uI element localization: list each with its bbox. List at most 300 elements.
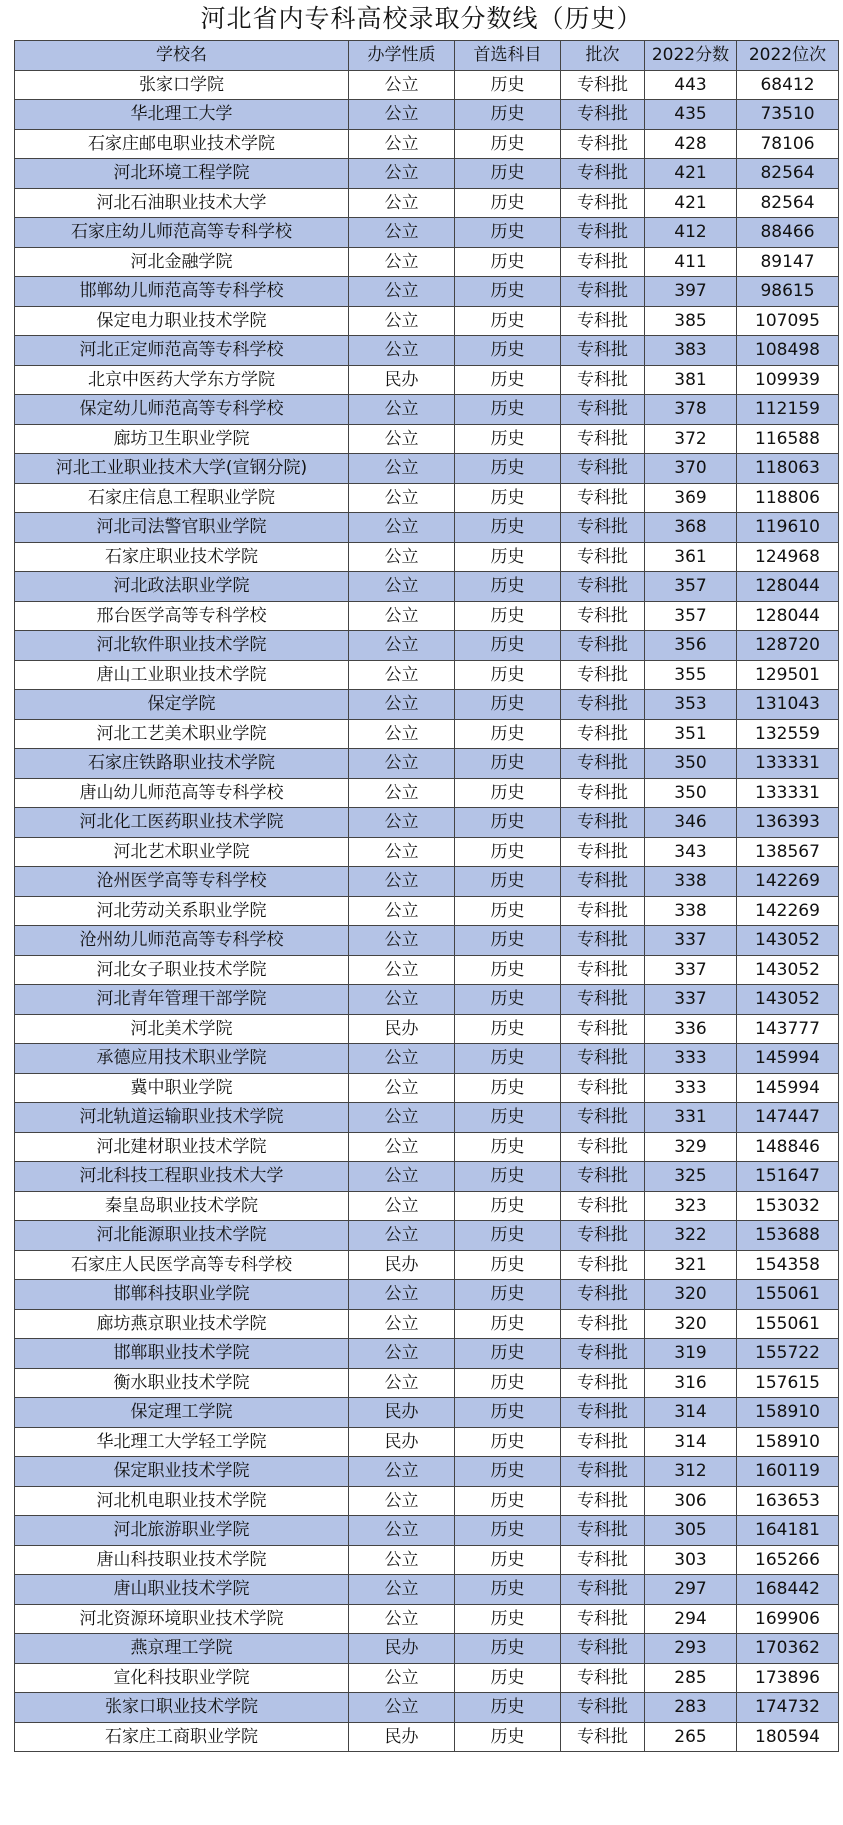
cell-subject: 历史 [455, 896, 561, 926]
cell-subject: 历史 [455, 778, 561, 808]
table-row [15, 1457, 839, 1487]
cell-school-name: 唐山职业技术学院 [15, 1575, 349, 1605]
cell-subject: 历史 [455, 306, 561, 336]
cell-score: 333 [645, 1073, 737, 1103]
table-row [15, 837, 839, 867]
table-row [15, 660, 839, 690]
cell-subject: 历史 [455, 749, 561, 779]
cell-rank: 109939 [737, 365, 839, 395]
cell-ownership: 民办 [349, 1634, 455, 1664]
cell-rank: 143052 [737, 926, 839, 956]
cell-school-name: 石家庄信息工程职业学院 [15, 483, 349, 513]
cell-subject: 历史 [455, 1722, 561, 1752]
cell-batch: 专科批 [561, 1398, 645, 1428]
column-header-score: 2022分数 [645, 41, 737, 71]
cell-batch: 专科批 [561, 1368, 645, 1398]
cell-score: 294 [645, 1604, 737, 1634]
cell-rank: 138567 [737, 837, 839, 867]
cell-school-name: 邯郸科技职业学院 [15, 1280, 349, 1310]
cell-score: 368 [645, 513, 737, 543]
cell-score: 357 [645, 601, 737, 631]
cell-subject: 历史 [455, 690, 561, 720]
cell-score: 306 [645, 1486, 737, 1516]
cell-ownership: 民办 [349, 1722, 455, 1752]
column-header-subject: 首选科目 [455, 41, 561, 71]
table-row [15, 70, 839, 100]
table-row [15, 1044, 839, 1074]
table-row [15, 277, 839, 307]
cell-score: 338 [645, 896, 737, 926]
cell-subject: 历史 [455, 1516, 561, 1546]
cell-school-name: 河北青年管理干部学院 [15, 985, 349, 1015]
cell-ownership: 公立 [349, 513, 455, 543]
cell-score: 320 [645, 1309, 737, 1339]
cell-batch: 专科批 [561, 955, 645, 985]
cell-school-name: 河北司法警官职业学院 [15, 513, 349, 543]
cell-ownership: 公立 [349, 454, 455, 484]
cell-score: 343 [645, 837, 737, 867]
table-row [15, 955, 839, 985]
cell-ownership: 公立 [349, 1309, 455, 1339]
cell-subject: 历史 [455, 129, 561, 159]
cell-ownership: 公立 [349, 277, 455, 307]
cell-ownership: 公立 [349, 955, 455, 985]
cell-subject: 历史 [455, 1191, 561, 1221]
cell-school-name: 河北建材职业技术学院 [15, 1132, 349, 1162]
cell-school-name: 河北环境工程学院 [15, 159, 349, 189]
cell-score: 265 [645, 1722, 737, 1752]
cell-rank: 170362 [737, 1634, 839, 1664]
cell-score: 421 [645, 188, 737, 218]
cell-subject: 历史 [455, 1250, 561, 1280]
cell-score: 370 [645, 454, 737, 484]
cell-ownership: 公立 [349, 778, 455, 808]
cell-school-name: 沧州幼儿师范高等专科学校 [15, 926, 349, 956]
cell-score: 297 [645, 1575, 737, 1605]
cell-batch: 专科批 [561, 1604, 645, 1634]
cell-subject: 历史 [455, 631, 561, 661]
cell-subject: 历史 [455, 955, 561, 985]
table-row [15, 483, 839, 513]
cell-school-name: 石家庄工商职业学院 [15, 1722, 349, 1752]
cell-rank: 143052 [737, 985, 839, 1015]
table-row [15, 1309, 839, 1339]
cell-batch: 专科批 [561, 365, 645, 395]
cell-school-name: 承德应用技术职业学院 [15, 1044, 349, 1074]
cell-score: 316 [645, 1368, 737, 1398]
table-row [15, 1722, 839, 1752]
cell-subject: 历史 [455, 1339, 561, 1369]
cell-batch: 专科批 [561, 1722, 645, 1752]
cell-rank: 82564 [737, 159, 839, 189]
cell-batch: 专科批 [561, 159, 645, 189]
cell-rank: 154358 [737, 1250, 839, 1280]
cell-rank: 155061 [737, 1309, 839, 1339]
table-row [15, 1221, 839, 1251]
cell-batch: 专科批 [561, 896, 645, 926]
cell-batch: 专科批 [561, 1693, 645, 1723]
cell-score: 337 [645, 985, 737, 1015]
cell-subject: 历史 [455, 1486, 561, 1516]
table-row [15, 631, 839, 661]
cell-rank: 129501 [737, 660, 839, 690]
cell-score: 283 [645, 1693, 737, 1723]
cell-batch: 专科批 [561, 1663, 645, 1693]
cell-ownership: 公立 [349, 601, 455, 631]
table-row [15, 1339, 839, 1369]
cell-ownership: 公立 [349, 1073, 455, 1103]
cell-subject: 历史 [455, 542, 561, 572]
cell-score: 350 [645, 749, 737, 779]
table-row [15, 1250, 839, 1280]
page-title: 河北省内专科高校录取分数线（历史） [200, 4, 643, 33]
cell-score: 333 [645, 1044, 737, 1074]
cell-subject: 历史 [455, 1280, 561, 1310]
table-row [15, 1634, 839, 1664]
table-row [15, 1132, 839, 1162]
cell-ownership: 公立 [349, 159, 455, 189]
cell-subject: 历史 [455, 395, 561, 425]
cell-batch: 专科批 [561, 1044, 645, 1074]
cell-school-name: 石家庄人民医学高等专科学校 [15, 1250, 349, 1280]
cell-ownership: 公立 [349, 1693, 455, 1723]
cell-rank: 116588 [737, 424, 839, 454]
cell-school-name: 河北软件职业技术学院 [15, 631, 349, 661]
cell-rank: 155722 [737, 1339, 839, 1369]
cell-subject: 历史 [455, 1073, 561, 1103]
table-row [15, 306, 839, 336]
table-row [15, 926, 839, 956]
table-row [15, 749, 839, 779]
cell-subject: 历史 [455, 513, 561, 543]
cell-rank: 143777 [737, 1014, 839, 1044]
cell-batch: 专科批 [561, 1103, 645, 1133]
cell-score: 303 [645, 1545, 737, 1575]
cell-ownership: 公立 [349, 395, 455, 425]
cell-ownership: 公立 [349, 1162, 455, 1192]
cell-batch: 专科批 [561, 100, 645, 130]
cell-batch: 专科批 [561, 631, 645, 661]
cell-school-name: 保定幼儿师范高等专科学校 [15, 395, 349, 425]
cell-subject: 历史 [455, 1309, 561, 1339]
cell-ownership: 民办 [349, 1427, 455, 1457]
cell-batch: 专科批 [561, 247, 645, 277]
cell-score: 321 [645, 1250, 737, 1280]
cell-school-name: 石家庄幼儿师范高等专科学校 [15, 218, 349, 248]
cell-rank: 128720 [737, 631, 839, 661]
cell-school-name: 邯郸幼儿师范高等专科学校 [15, 277, 349, 307]
cell-rank: 145994 [737, 1044, 839, 1074]
cell-batch: 专科批 [561, 1309, 645, 1339]
cell-batch: 专科批 [561, 1073, 645, 1103]
cell-batch: 专科批 [561, 1457, 645, 1487]
cell-school-name: 河北轨道运输职业技术学院 [15, 1103, 349, 1133]
cell-ownership: 公立 [349, 218, 455, 248]
cell-subject: 历史 [455, 70, 561, 100]
cell-score: 350 [645, 778, 737, 808]
cell-school-name: 保定学院 [15, 690, 349, 720]
table-row [15, 1545, 839, 1575]
cell-subject: 历史 [455, 601, 561, 631]
cell-subject: 历史 [455, 985, 561, 1015]
table-row [15, 1604, 839, 1634]
cell-ownership: 公立 [349, 1663, 455, 1693]
table-row [15, 867, 839, 897]
cell-score: 381 [645, 365, 737, 395]
cell-batch: 专科批 [561, 1014, 645, 1044]
table-row [15, 129, 839, 159]
cell-score: 346 [645, 808, 737, 838]
cell-subject: 历史 [455, 926, 561, 956]
cell-rank: 118063 [737, 454, 839, 484]
cell-ownership: 民办 [349, 1014, 455, 1044]
cell-school-name: 宣化科技职业学院 [15, 1663, 349, 1693]
cell-school-name: 河北能源职业技术学院 [15, 1221, 349, 1251]
table-row [15, 188, 839, 218]
cell-batch: 专科批 [561, 660, 645, 690]
cell-score: 412 [645, 218, 737, 248]
cell-rank: 98615 [737, 277, 839, 307]
cell-rank: 169906 [737, 1604, 839, 1634]
cell-rank: 155061 [737, 1280, 839, 1310]
cell-subject: 历史 [455, 1044, 561, 1074]
cell-school-name: 冀中职业学院 [15, 1073, 349, 1103]
cell-score: 397 [645, 277, 737, 307]
cell-subject: 历史 [455, 1103, 561, 1133]
cell-batch: 专科批 [561, 867, 645, 897]
cell-school-name: 廊坊燕京职业技术学院 [15, 1309, 349, 1339]
cell-subject: 历史 [455, 365, 561, 395]
table-row [15, 1398, 839, 1428]
cell-rank: 143052 [737, 955, 839, 985]
cell-school-name: 河北政法职业学院 [15, 572, 349, 602]
cell-subject: 历史 [455, 247, 561, 277]
cell-subject: 历史 [455, 867, 561, 897]
cell-rank: 173896 [737, 1663, 839, 1693]
table-row [15, 100, 839, 130]
column-header-batch: 批次 [561, 41, 645, 71]
cell-school-name: 邯郸职业技术学院 [15, 1339, 349, 1369]
cell-batch: 专科批 [561, 837, 645, 867]
cell-batch: 专科批 [561, 1575, 645, 1605]
cell-subject: 历史 [455, 719, 561, 749]
cell-ownership: 公立 [349, 1486, 455, 1516]
cell-batch: 专科批 [561, 1634, 645, 1664]
cell-rank: 133331 [737, 749, 839, 779]
cell-school-name: 河北化工医药职业技术学院 [15, 808, 349, 838]
cell-ownership: 公立 [349, 1604, 455, 1634]
cell-subject: 历史 [455, 1604, 561, 1634]
cell-rank: 118806 [737, 483, 839, 513]
cell-ownership: 民办 [349, 1398, 455, 1428]
cell-score: 435 [645, 100, 737, 130]
table-row [15, 365, 839, 395]
cell-subject: 历史 [455, 1634, 561, 1664]
cell-subject: 历史 [455, 1221, 561, 1251]
table-row [15, 985, 839, 1015]
cell-batch: 专科批 [561, 808, 645, 838]
cell-batch: 专科批 [561, 424, 645, 454]
cell-score: 337 [645, 926, 737, 956]
cell-subject: 历史 [455, 1427, 561, 1457]
cell-rank: 148846 [737, 1132, 839, 1162]
cell-school-name: 邢台医学高等专科学校 [15, 601, 349, 631]
cell-batch: 专科批 [561, 1486, 645, 1516]
cell-batch: 专科批 [561, 1221, 645, 1251]
cell-score: 428 [645, 129, 737, 159]
cell-rank: 68412 [737, 70, 839, 100]
cell-ownership: 公立 [349, 188, 455, 218]
cell-batch: 专科批 [561, 129, 645, 159]
cell-score: 411 [645, 247, 737, 277]
cell-score: 355 [645, 660, 737, 690]
cell-ownership: 公立 [349, 100, 455, 130]
table-row [15, 424, 839, 454]
cell-rank: 108498 [737, 336, 839, 366]
cell-subject: 历史 [455, 1162, 561, 1192]
admission-score-table [14, 40, 839, 1752]
cell-score: 325 [645, 1162, 737, 1192]
cell-subject: 历史 [455, 336, 561, 366]
cell-batch: 专科批 [561, 1339, 645, 1369]
table-row [15, 1693, 839, 1723]
cell-rank: 153688 [737, 1221, 839, 1251]
table-row [15, 1486, 839, 1516]
cell-school-name: 北京中医药大学东方学院 [15, 365, 349, 395]
cell-subject: 历史 [455, 1663, 561, 1693]
cell-subject: 历史 [455, 424, 561, 454]
cell-score: 312 [645, 1457, 737, 1487]
cell-ownership: 公立 [349, 867, 455, 897]
cell-score: 285 [645, 1663, 737, 1693]
table-row [15, 1575, 839, 1605]
cell-batch: 专科批 [561, 1250, 645, 1280]
cell-subject: 历史 [455, 100, 561, 130]
cell-ownership: 公立 [349, 926, 455, 956]
cell-score: 378 [645, 395, 737, 425]
cell-score: 372 [645, 424, 737, 454]
cell-school-name: 唐山科技职业技术学院 [15, 1545, 349, 1575]
cell-subject: 历史 [455, 837, 561, 867]
cell-rank: 165266 [737, 1545, 839, 1575]
table-row [15, 1427, 839, 1457]
cell-school-name: 石家庄职业技术学院 [15, 542, 349, 572]
cell-rank: 89147 [737, 247, 839, 277]
cell-subject: 历史 [455, 159, 561, 189]
cell-score: 329 [645, 1132, 737, 1162]
table-row [15, 159, 839, 189]
table-body [15, 70, 839, 1752]
cell-school-name: 唐山幼儿师范高等专科学校 [15, 778, 349, 808]
cell-batch: 专科批 [561, 601, 645, 631]
cell-rank: 147447 [737, 1103, 839, 1133]
cell-score: 314 [645, 1427, 737, 1457]
cell-batch: 专科批 [561, 778, 645, 808]
cell-batch: 专科批 [561, 985, 645, 1015]
cell-school-name: 河北工艺美术职业学院 [15, 719, 349, 749]
cell-ownership: 公立 [349, 1044, 455, 1074]
cell-subject: 历史 [455, 1575, 561, 1605]
cell-batch: 专科批 [561, 395, 645, 425]
cell-school-name: 张家口职业技术学院 [15, 1693, 349, 1723]
cell-batch: 专科批 [561, 1427, 645, 1457]
cell-rank: 160119 [737, 1457, 839, 1487]
cell-subject: 历史 [455, 1398, 561, 1428]
cell-rank: 82564 [737, 188, 839, 218]
cell-subject: 历史 [455, 277, 561, 307]
cell-school-name: 秦皇岛职业技术学院 [15, 1191, 349, 1221]
cell-rank: 78106 [737, 129, 839, 159]
cell-school-name: 河北艺术职业学院 [15, 837, 349, 867]
cell-batch: 专科批 [561, 572, 645, 602]
cell-score: 293 [645, 1634, 737, 1664]
cell-rank: 163653 [737, 1486, 839, 1516]
cell-ownership: 公立 [349, 808, 455, 838]
cell-batch: 专科批 [561, 1545, 645, 1575]
cell-score: 319 [645, 1339, 737, 1369]
cell-ownership: 公立 [349, 1457, 455, 1487]
cell-ownership: 公立 [349, 483, 455, 513]
cell-ownership: 公立 [349, 1368, 455, 1398]
table-row [15, 1014, 839, 1044]
cell-batch: 专科批 [561, 188, 645, 218]
cell-school-name: 华北理工大学轻工学院 [15, 1427, 349, 1457]
cell-rank: 131043 [737, 690, 839, 720]
cell-rank: 132559 [737, 719, 839, 749]
table-row [15, 454, 839, 484]
cell-score: 421 [645, 159, 737, 189]
cell-score: 314 [645, 1398, 737, 1428]
cell-batch: 专科批 [561, 336, 645, 366]
cell-subject: 历史 [455, 188, 561, 218]
cell-school-name: 衡水职业技术学院 [15, 1368, 349, 1398]
cell-batch: 专科批 [561, 513, 645, 543]
cell-rank: 168442 [737, 1575, 839, 1605]
cell-ownership: 公立 [349, 336, 455, 366]
cell-ownership: 公立 [349, 837, 455, 867]
cell-ownership: 公立 [349, 1516, 455, 1546]
cell-score: 338 [645, 867, 737, 897]
table-row [15, 1162, 839, 1192]
cell-score: 369 [645, 483, 737, 513]
cell-rank: 73510 [737, 100, 839, 130]
cell-score: 351 [645, 719, 737, 749]
cell-rank: 157615 [737, 1368, 839, 1398]
cell-ownership: 公立 [349, 1103, 455, 1133]
cell-school-name: 保定理工学院 [15, 1398, 349, 1428]
cell-school-name: 保定职业技术学院 [15, 1457, 349, 1487]
table-row [15, 1191, 839, 1221]
cell-school-name: 石家庄邮电职业技术学院 [15, 129, 349, 159]
cell-subject: 历史 [455, 808, 561, 838]
cell-rank: 158910 [737, 1398, 839, 1428]
cell-rank: 88466 [737, 218, 839, 248]
cell-score: 443 [645, 70, 737, 100]
cell-subject: 历史 [455, 1132, 561, 1162]
cell-batch: 专科批 [561, 1162, 645, 1192]
table-row [15, 1280, 839, 1310]
cell-score: 383 [645, 336, 737, 366]
cell-batch: 专科批 [561, 690, 645, 720]
column-header-rank: 2022位次 [737, 41, 839, 71]
cell-ownership: 公立 [349, 1339, 455, 1369]
cell-ownership: 公立 [349, 719, 455, 749]
cell-batch: 专科批 [561, 749, 645, 779]
table-header-row [15, 41, 839, 71]
table-row [15, 690, 839, 720]
table-row [15, 1663, 839, 1693]
cell-rank: 133331 [737, 778, 839, 808]
